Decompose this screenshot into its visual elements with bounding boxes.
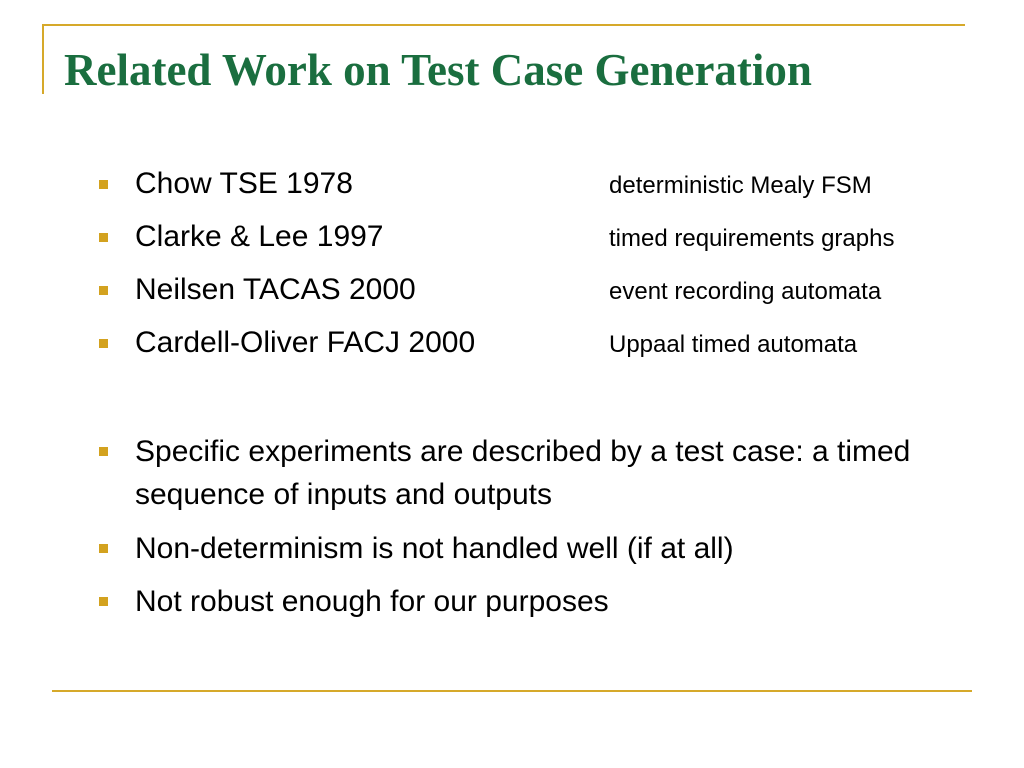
- reference-model: timed requirements graphs: [609, 225, 895, 252]
- bullet-square-icon: [99, 597, 108, 606]
- title-rule-top: [42, 24, 965, 26]
- bullet-square-icon: [99, 233, 108, 242]
- slide-title: Related Work on Test Case Generation: [64, 45, 812, 95]
- point-text: Not robust enough for our purposes: [135, 585, 609, 618]
- reference-model: deterministic Mealy FSM: [609, 172, 872, 199]
- reference-citation: Chow TSE 1978: [135, 167, 353, 200]
- reference-citation: Neilsen TACAS 2000: [135, 273, 416, 306]
- bullet-square-icon: [99, 180, 108, 189]
- bullet-square-icon: [99, 544, 108, 553]
- reference-model: Uppaal timed automata: [609, 331, 858, 358]
- reference-citation: Clarke & Lee 1997: [135, 220, 384, 253]
- reference-citation: Cardell-Oliver FACJ 2000: [135, 326, 476, 359]
- title-rule-left: [42, 24, 44, 94]
- point-text: Specific experiments are described by a test case: a timed sequence of inputs and outputs: [135, 435, 911, 511]
- footer-rule: [52, 690, 972, 692]
- bullet-square-icon: [99, 339, 108, 348]
- point-text: Non-determinism is not handled well (if at all): [135, 532, 734, 565]
- reference-model: event recording automata: [609, 278, 882, 305]
- bullet-square-icon: [99, 447, 108, 456]
- bullet-square-icon: [99, 286, 108, 295]
